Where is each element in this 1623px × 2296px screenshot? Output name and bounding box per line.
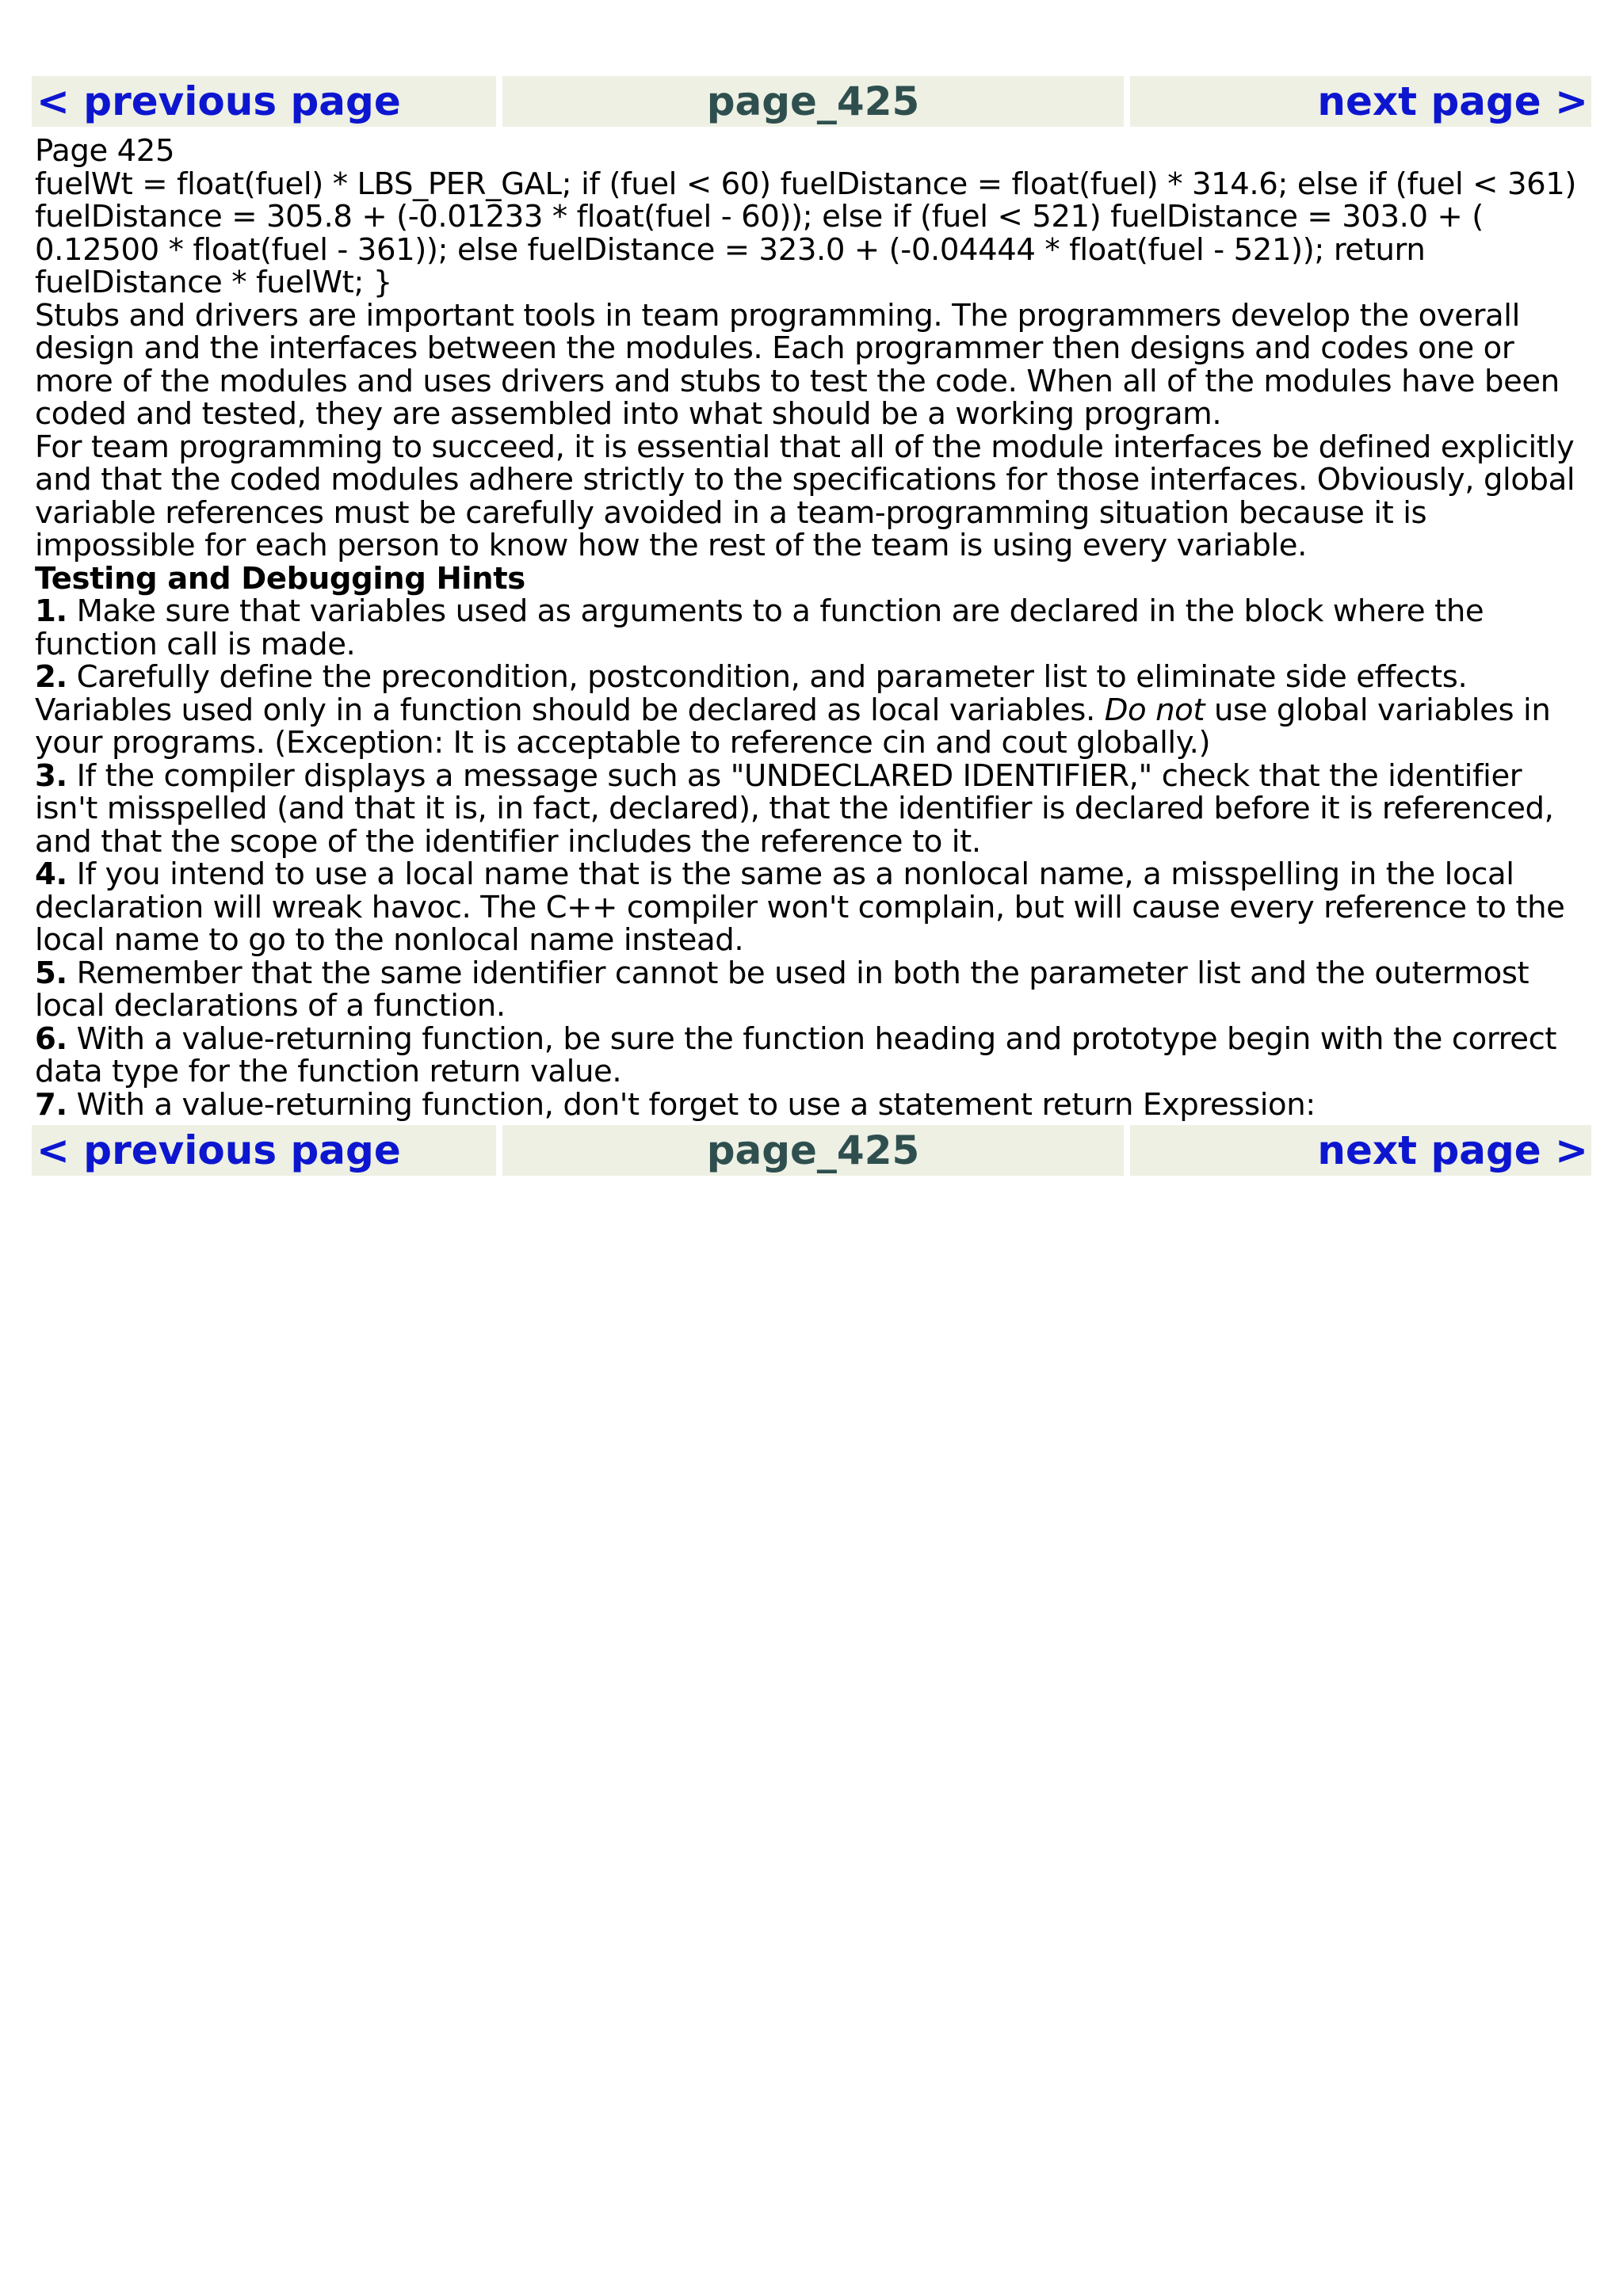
hint-number: 3. xyxy=(35,757,67,794)
page-indicator: page_425 xyxy=(502,76,1124,127)
hint-item xyxy=(35,595,1590,661)
hint-number: 2. xyxy=(35,659,67,695)
page-indicator: page_425 xyxy=(502,1125,1124,1176)
code-snippet: fuelWt = float(fuel) * LBS_PER_GAL; if (fuel < 60) fuelDistance = float(fuel) * 314.6; else if (fuel < 361) fuelDistance = 305.8 + (-0.01233 * float(fuel - 60)); else if (fuel < 521) fuelDistance = 303.0 + ( 0.12500 * float(fuel - 361)); else fuelDistance = 323.0 + (-0.04444 * float(fuel - 521)); return fuelDistance * fuelWt; } xyxy=(35,166,1577,300)
hint-text: With a value-returning function, be sure the function heading and prototype begin with the correct data type for the function return value. xyxy=(35,1020,1557,1089)
hint-text: If the compiler displays a message such as "UNDECLARED IDENTIFIER," check that the identifier isn't misspelled (and that it is, in fact, declared), that the identifier is declared before it is referenced, and that the scope of the identifier includes the reference to it. xyxy=(35,757,1554,860)
hint-item xyxy=(35,957,1590,1023)
previous-page-link[interactable]: < previous page xyxy=(32,76,496,127)
hint-text: Make sure that variables used as arguments to a function are declared in the block where the function call is made. xyxy=(35,593,1484,662)
hint-item xyxy=(35,757,1590,860)
hint-text: Remember that the same identifier cannot be used in both the parameter list and the outermost local declarations of a function. xyxy=(35,955,1529,1024)
hint-emphasis: Do not xyxy=(1104,692,1205,728)
page-content xyxy=(35,135,1590,1121)
hint-text: If you intend to use a local name that is the same as a nonlocal name, a misspelling in the local declaration will wreak havoc. The C++ compiler won't complain, but will cause every reference to the local name to go to the nonlocal name instead. xyxy=(35,856,1565,958)
bottom-navigation-bar xyxy=(32,1125,1591,1176)
paragraph-team-programming: For team programming to succeed, it is essential that all of the module interfaces be defined explicitly and that the coded modules adhere strictly to the specifications for those interfaces. Obviously, global variable references must be carefully avoided in a team-programming situation because it is impossible for each person to know how the rest of the team is using every variable. xyxy=(35,429,1575,563)
hint-number: 1. xyxy=(35,593,67,629)
hint-item xyxy=(35,1020,1590,1089)
hint-number: 4. xyxy=(35,856,67,892)
hint-item xyxy=(35,1086,1590,1123)
hint-item xyxy=(35,661,1590,760)
hint-text: Carefully define the precondition, postcondition, and parameter list to eliminate side effects. Variables used only in a function should be declared as local variables. xyxy=(35,659,1468,728)
next-page-link[interactable]: next page > xyxy=(1130,1125,1591,1176)
previous-page-link[interactable]: < previous page xyxy=(32,1125,496,1176)
next-page-link[interactable]: next page > xyxy=(1130,76,1591,127)
hint-item xyxy=(35,858,1590,957)
hint-number: 5. xyxy=(35,955,67,991)
paragraph-stubs-drivers: Stubs and drivers are important tools in team programming. The programmers develop the overall design and the interfaces between the modules. Each programmer then designs and codes one or more of the modules and uses drivers and stubs to test the code. When all of the modules have been coded and tested, they are assembled into what should be a working program. xyxy=(35,297,1560,432)
top-navigation-bar xyxy=(32,76,1591,127)
hint-number: 7. xyxy=(35,1086,67,1123)
hint-number: 6. xyxy=(35,1020,67,1057)
section-heading: Testing and Debugging Hints xyxy=(35,560,525,597)
hint-text: With a value-returning function, don't forget to use a statement return Expression: xyxy=(67,1086,1316,1123)
page-number-text: Page 425 xyxy=(35,133,175,169)
hint-text: use global variables in your programs. (Exception: It is acceptable to reference cin and cout globally.) xyxy=(35,692,1551,761)
